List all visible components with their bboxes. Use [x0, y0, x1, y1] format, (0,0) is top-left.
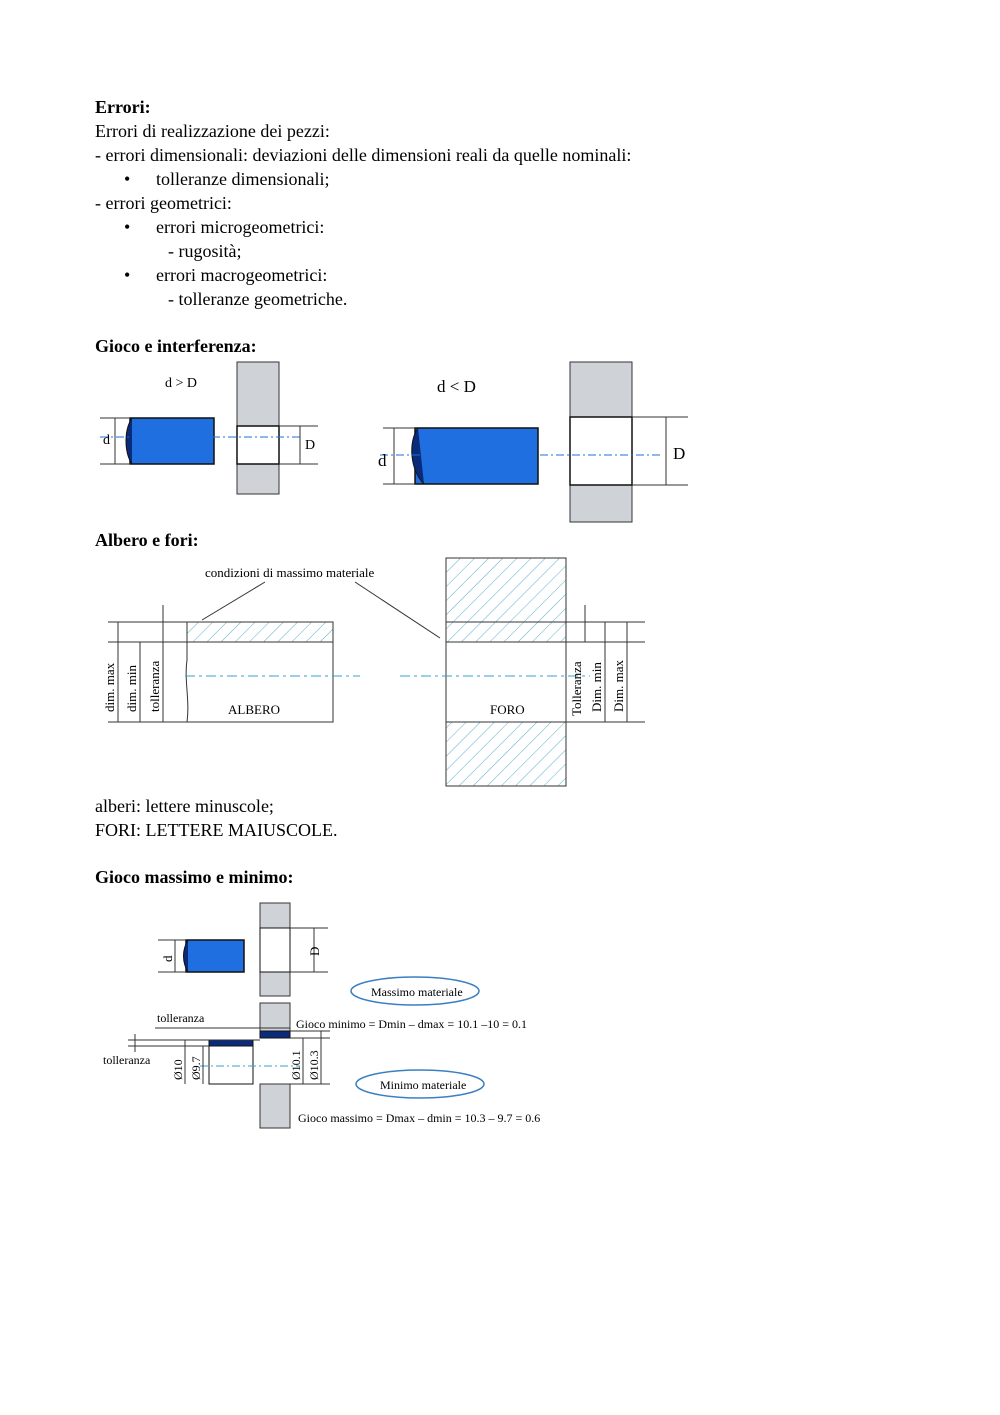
Dim-max-right-label: Dim. max — [611, 660, 626, 712]
errori-line-4: - errori geometrici: — [95, 193, 232, 213]
errori-line-5: errori microgeometrici: — [156, 217, 325, 237]
errori-line-8: - tolleranze geometriche. — [168, 289, 348, 309]
errori-line-2: - errori dimensionali: deviazioni delle dimensioni reali da quelle nominali: — [95, 145, 632, 165]
small-D-label: D — [307, 946, 322, 956]
shaft-label: ALBERO — [228, 702, 280, 717]
left-d-label: d — [103, 433, 110, 448]
small-shaft — [186, 940, 244, 972]
hole-tol-band — [260, 1031, 290, 1038]
callout-label: condizioni di massimo materiale — [205, 565, 375, 580]
right-d-label: d — [378, 451, 387, 470]
tolleranza-top-label: tolleranza — [157, 1011, 205, 1025]
bullet-icon: • — [124, 217, 131, 237]
errori-line-6: - rugosità; — [168, 241, 242, 261]
errori-line-7: errori macrogeometrici: — [156, 265, 328, 285]
lower-wall-top — [260, 1003, 290, 1031]
albero-note-1: alberi: lettere minuscole; — [95, 796, 274, 816]
left-D-label: D — [305, 438, 316, 453]
hole-label: FORO — [490, 702, 525, 717]
dim-max-label: dim. max — [102, 662, 117, 712]
right-condition-label: d < D — [437, 377, 476, 396]
shaft-tol-band — [209, 1040, 253, 1046]
albero-heading: Albero e fori: — [95, 530, 199, 550]
minimo-label: Minimo materiale — [380, 1078, 467, 1092]
massimo-label: Massimo materiale — [371, 985, 463, 999]
gioco-min-formula: Gioco minimo = Dmin – dmax = 10.1 –10 = 0.1 — [296, 1017, 527, 1031]
dia101-label: Ø10.1 — [289, 1050, 303, 1080]
dim-min-label: dim. min — [124, 665, 139, 712]
tolleranza-label: tolleranza — [147, 660, 162, 712]
dia10-label: Ø10 — [171, 1059, 185, 1080]
albero-note-2: FORI: LETTERE MAIUSCOLE. — [95, 820, 338, 840]
errori-line-1: Errori di realizzazione dei pezzi: — [95, 121, 330, 141]
right-D-label: D — [673, 444, 686, 463]
lower-wall-bottom — [260, 1084, 290, 1128]
bullet-icon: • — [124, 169, 131, 189]
gioco-max-formula: Gioco massimo = Dmax – dmin = 10.3 – 9.7 = 0.6 — [298, 1111, 541, 1125]
gioco-heading: Gioco e interferenza: — [95, 336, 257, 356]
left-condition-label: d > D — [165, 376, 198, 391]
giocomax-heading: Gioco massimo e minimo: — [95, 867, 294, 887]
Dim-min-right-label: Dim. min — [589, 662, 604, 712]
Tolleranza-right-label: Tolleranza — [569, 661, 584, 716]
lower-shaft — [209, 1046, 253, 1084]
errori-line-3: tolleranze dimensionali; — [156, 169, 330, 189]
bullet-icon: • — [124, 265, 131, 285]
errori-heading: Errori: — [95, 97, 151, 117]
small-d-label: d — [160, 955, 175, 962]
tolleranza-left-label: tolleranza — [103, 1053, 151, 1067]
dia103-label: Ø10.3 — [307, 1050, 321, 1080]
dia97-label: Ø9.7 — [189, 1056, 203, 1080]
